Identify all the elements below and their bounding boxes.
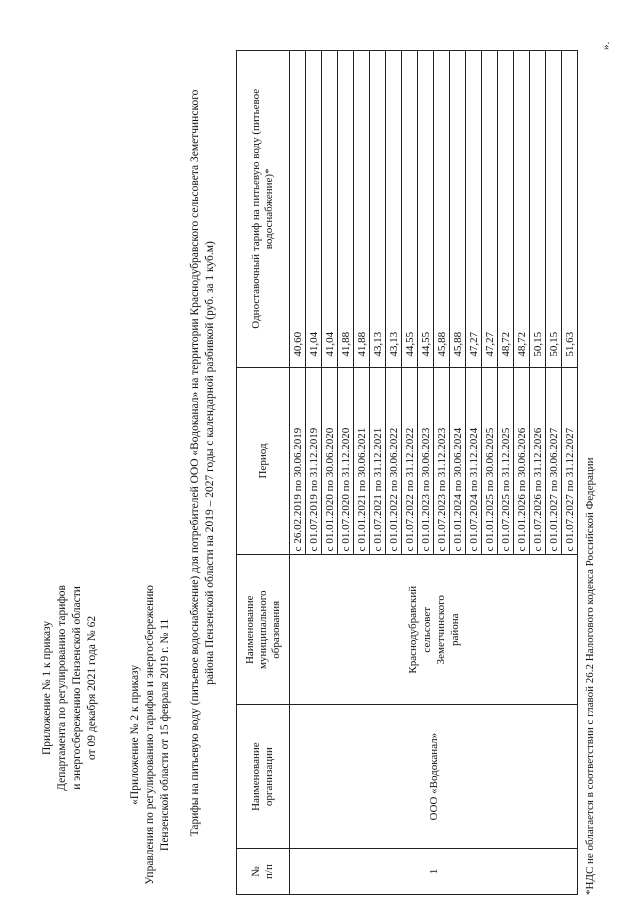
document-title [188,33,218,893]
footnote: *НДС не облагается в соответствии с главой 26.2 Налогового кодекса Российской Федерации [584,457,596,895]
tariff-cell: 44,55 [402,51,418,368]
row-number-cell: 1 [290,849,578,895]
tariff-cell: 41,04 [322,51,338,368]
tariff-cell: 47,27 [482,51,498,368]
period-cell: с 01.01.2021 по 30.06.2021 [354,367,370,555]
appendix-1-line: Департамента по регулированию тарифов [56,585,68,791]
tariff-cell: 41,88 [354,51,370,368]
tariff-table [236,50,578,895]
period-cell: с 26.02.2019 по 30.06.2019 [290,367,306,555]
municipality-cell: Краснодубравский сельсовет Земетчинского района [290,555,578,705]
tariff-cell: 41,04 [306,51,322,368]
organization-cell: ООО «Водоканал» [290,705,578,849]
period-cell: с 01.07.2021 по 31.12.2021 [370,367,386,555]
header-tariff: Одноставочный тариф на питьевую воду (питьевое водоснабжение)* [237,51,290,368]
appendix-1-block [40,585,100,791]
title-line: Тарифы на питьевую воду (питьевое водоснабжение) для потребителей ООО «Водоканал» на территории Краснодубравского сельсовета Земетчинского [189,89,201,837]
period-cell: с 01.07.2027 по 31.12.2027 [562,367,578,555]
period-cell: с 01.01.2026 по 30.06.2026 [514,367,530,555]
table-header-row [237,51,290,895]
period-cell: с 01.01.2023 по 30.06.2023 [418,367,434,555]
appendix-1-line: Приложение № 1 к приказу [41,620,53,756]
period-cell: с 01.07.2026 по 31.12.2026 [530,367,546,555]
period-cell: с 01.07.2022 по 31.12.2022 [402,367,418,555]
tariff-cell: 45,88 [434,51,450,368]
period-cell: с 01.07.2019 по 31.12.2019 [306,367,322,555]
header-number: № п/п [237,849,290,895]
period-cell: с 01.01.2020 по 30.06.2020 [322,367,338,555]
appendix-1-line: и энергосбережению Пензенской области [71,586,83,790]
tariff-cell: 45,88 [450,51,466,368]
tariff-cell: 51,63 [562,51,578,368]
period-cell: с 01.07.2020 по 31.12.2020 [338,367,354,555]
tariff-cell: 48,72 [514,51,530,368]
tariff-cell: 40,60 [290,51,306,368]
appendix-2-line: Пензенской области от 15 февраля 2019 г. № 11 [159,618,171,851]
tariff-cell: 48,72 [498,51,514,368]
period-cell: с 01.07.2023 по 31.12.2023 [434,367,450,555]
tariff-cell: 50,15 [546,51,562,368]
period-cell: с 01.07.2024 по 31.12.2024 [466,367,482,555]
period-cell: с 01.07.2025 по 31.12.2025 [498,367,514,555]
appendix-2-block [128,585,173,885]
header-period: Период [237,367,290,555]
tariff-cell: 47,27 [466,51,482,368]
appendix-2-line: «Приложение № 2 к приказу [129,664,141,805]
tariff-cell: 44,55 [418,51,434,368]
period-cell: с 01.01.2022 по 30.06.2022 [386,367,402,555]
header-organization: Наименование организации [237,705,290,849]
period-cell: с 01.01.2027 по 30.06.2027 [546,367,562,555]
tariff-cell: 43,13 [386,51,402,368]
appendix-2-line: Управления по регулированию тарифов и энергосбережению [144,585,156,885]
tariff-cell: 50,15 [530,51,546,368]
period-cell: с 01.01.2025 по 30.06.2025 [482,367,498,555]
tariff-cell: 43,13 [370,51,386,368]
header-municipality: Наименование муниципального образования [237,555,290,705]
period-cell: с 01.01.2024 по 30.06.2024 [450,367,466,555]
table-body [290,51,578,895]
tariff-cell: 41,88 [338,51,354,368]
closing-quote: ». [600,41,612,50]
appendix-1-line: от 09 декабря 2021 года № 62 [86,615,98,760]
title-line: района Пензенской области на 2019 – 2027 годы с календарной разбивкой (руб. за 1 куб.м) [204,241,216,685]
